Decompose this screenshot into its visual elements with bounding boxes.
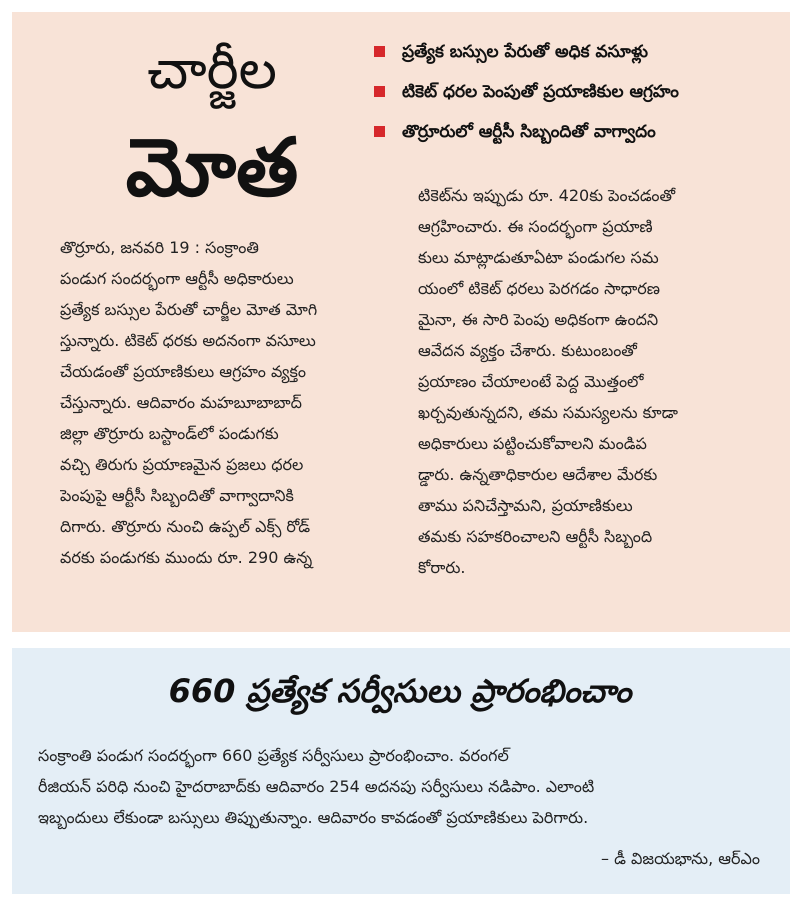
bullet-item: తొర్రూరులో ఆర్టీసీ సిబ్బందితో వాగ్వాదం <box>370 112 790 152</box>
bullet-item: ప్రత్యేక బస్సుల పేరుతో అధిక వసూళ్లు <box>370 32 790 72</box>
article-line: మైనా, ఈ సారి పెంపు అధికంగా ఉందని <box>418 310 659 329</box>
article-line: చేయడంతో ప్రయాణికులు ఆగ్రహం వ్యక్తం <box>60 362 306 381</box>
article-line: యంలో టికెట్ ధరలు పెరగడం సాధారణ <box>418 279 660 298</box>
article-line: అధికారులు పట్టించుకోవాలని మండిప <box>418 434 647 453</box>
article-line: టికెట్‌ను ఇప్పుడు రూ. 420కు పెంచడంతో <box>418 186 676 205</box>
square-bullet-icon <box>374 46 385 57</box>
sidebar-quote <box>38 740 778 833</box>
article-line: ఆగ్రహించారు. ఈ సందర్భంగా ప్రయాణి <box>418 217 653 236</box>
bullet-item: టికెట్ ధరల పెంపుతో ప్రయాణికుల ఆగ్రహం <box>370 72 790 112</box>
quote-line: ఇబ్బందులు లేకుండా బస్సులు తిప్పుతున్నాం. ఆదివారం కావడంతో ప్రయాణికులు పెరిగారు. <box>38 808 589 827</box>
square-bullet-icon <box>374 86 385 97</box>
article-line: ఖర్చవుతున్నదని, తమ సమస్యలను కూడా <box>418 403 678 422</box>
quote-line: సంక్రాంతి పండుగ సందర్భంగా 660 ప్రత్యేక సర్వీసులు ప్రారంభించాం. వరంగల్ <box>38 746 509 765</box>
article-column-right <box>418 180 763 583</box>
article-line: డ్డారు. ఉన్నతాధికారుల ఆదేశాల మేరకు <box>418 465 658 484</box>
highlight-bullets <box>370 32 790 152</box>
article-line: దిగారు. తొర్రూరు నుంచి ఉప్పల్ ఎక్స్ రోడ్ <box>60 517 311 536</box>
article-line: చేస్తున్నారు. ఆదివారం మహబూబాబాద్ <box>60 393 302 412</box>
article-line: ఆవేదన వ్యక్తం చేశారు. కుటుంబంతో <box>418 341 637 360</box>
article-line: తమకు సహకరించాలని ఆర్టీసీ సిబ్బంది <box>418 527 653 546</box>
headline-line-2: మోత <box>125 121 299 214</box>
article-line: జిల్లా తొర్రూరు బస్టాండ్‌లో పండుగకు <box>60 424 279 443</box>
article-line: వరకు పండుగకు ముందు రూ. 290 ఉన్న <box>60 548 313 567</box>
article-line: స్తున్నారు. టికెట్ ధరకు అదనంగా వసూలు <box>60 331 316 350</box>
article-line: కులు మాట్లాడుతూఏటా పండుగల సమ <box>418 248 659 267</box>
quote-line: రీజియన్ పరిధి నుంచి హైదరాబాద్‌కు ఆదివారం 254 అదనపు సర్వీసులు నడిపాం. ఎలాంటి <box>38 777 595 796</box>
article-line: కోరారు. <box>418 558 466 577</box>
square-bullet-icon <box>374 126 385 137</box>
sidebar-title: 660 ప్రత్యేక సర్వీసులు ప్రారంభించాం <box>168 672 632 710</box>
article-line: తాము పనిచేస్తామని, ప్రయాణికులు <box>418 496 633 515</box>
article-line: ప్రయాణం చేయాలంటే పెద్ద మొత్తంలో <box>418 372 644 391</box>
article-column-left <box>60 232 390 573</box>
article-line: ప్రత్యేక బస్సుల పేరుతో చార్జీల మోత మోగి <box>60 300 318 319</box>
quote-signature: – డీ విజయభాను, ఆర్‌ఎం <box>600 849 760 868</box>
article-line: పండుగ సందర్భంగా ఆర్టీసీ అధికారులు <box>60 269 294 288</box>
headline <box>62 28 362 224</box>
article-line: తొర్రూరు, జనవరి 19 : సంక్రాంతి <box>60 238 259 257</box>
headline-line-1: చార్జీల <box>147 38 277 101</box>
article-line: పెంపుపై ఆర్టీసీ సిబ్బందితో వాగ్వాదానికి <box>60 486 294 505</box>
article-line: వచ్చి తిరుగు ప్రయాణమైన ప్రజలు ధరల <box>60 455 304 474</box>
